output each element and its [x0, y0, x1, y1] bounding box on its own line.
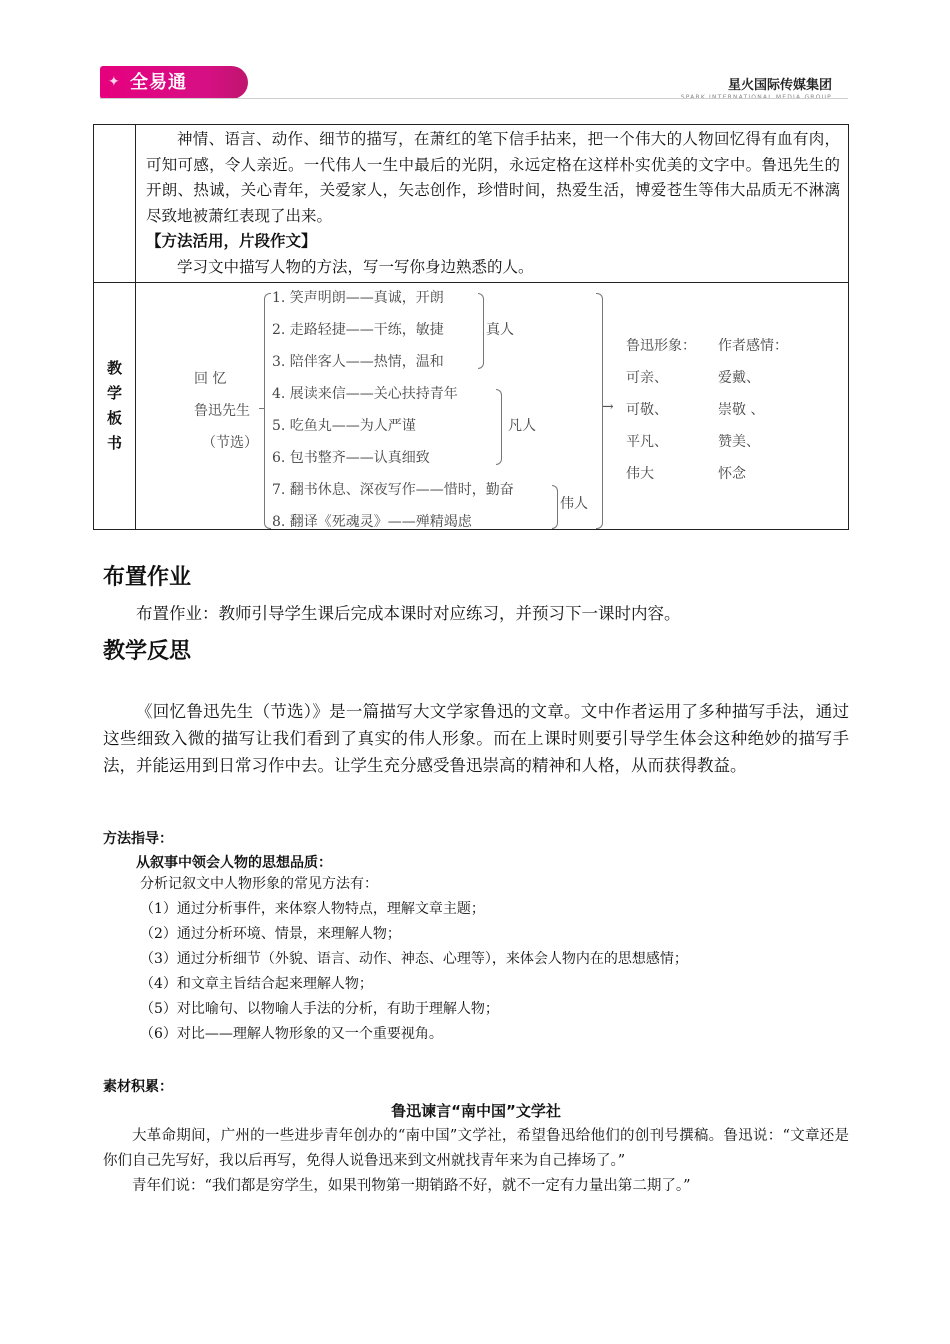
method-text: 学习文中描写人物的方法，写一写你身边熟悉的人。: [177, 257, 534, 276]
method-guide-subheading: 从叙事中领会人物的思想品质：: [136, 855, 332, 871]
board-label-char: 书: [106, 434, 122, 452]
board-cell: [136, 283, 849, 530]
board-item-4: 4. 展读来信——关心扶持青年: [272, 386, 458, 402]
group3-brace: [552, 485, 558, 529]
method-guide-item: （6）对比——理解人物形象的又一个重要视角。: [140, 1026, 443, 1042]
image-item: 平凡、: [626, 434, 668, 450]
group2-brace: [496, 389, 502, 465]
board-item-8: 8. 翻译《死魂灵》——殚精竭虑: [272, 514, 472, 530]
board-item-5: 5. 吃鱼丸——为人严谨: [272, 418, 416, 434]
method-guide-item: （5）对比喻句、以物喻人手法的分析，有助于理解人物；: [140, 1001, 499, 1017]
method-heading: 【方法活用，片段作文】: [146, 232, 317, 250]
method-guide-item: （1）通过分析事件，来体察人物特点，理解文章主题；: [140, 901, 485, 917]
left-brace: [264, 293, 271, 529]
group1-label: 真人: [486, 322, 514, 338]
group2-label: 凡人: [508, 418, 536, 434]
group3-label: 伟人: [560, 496, 588, 512]
board-label-char: 教: [106, 359, 122, 377]
method-guide-item: （3）通过分析细节（外貌、语言、动作、神态、心理等），来体会人物内在的思想感情；: [140, 951, 688, 967]
image-item: 可亲、: [626, 370, 668, 386]
board-item-1: 1. 笑声明朗——真诚，开朗: [272, 290, 444, 306]
image-header: 鲁迅形象：: [626, 338, 696, 354]
feeling-header: 作者感情：: [718, 338, 788, 354]
material-title: 鲁迅谏言“南中国”文学社: [391, 1102, 561, 1120]
method-guide-item: （4）和文章主旨结合起来理解人物；: [140, 976, 373, 992]
brand-name: 星火国际传媒集团: [727, 78, 832, 93]
header-divider: [100, 98, 848, 99]
board-row: [94, 283, 849, 530]
logo-text: 全易通: [130, 72, 187, 93]
reflection-heading: 教学反思: [103, 639, 192, 664]
board-title-line3: （节选）: [202, 435, 258, 451]
material-paragraph-2: 青年们说：“我们都是穷学生，如果刊物第一期销路不好，就不一定有力量出第二期了。”: [132, 1178, 691, 1194]
board-label-cell: [94, 283, 136, 530]
homework-text: 布置作业：教师引导学生课后完成本课时对应练习，并预习下一课时内容。: [136, 604, 681, 623]
image-item: 伟大: [626, 466, 654, 482]
method-guide-item: （2）通过分析环境、情景，来理解人物；: [140, 926, 401, 942]
method-guide-intro: 分析记叙文中人物形象的常见方法有：: [140, 876, 378, 892]
brand-logo: [100, 66, 248, 99]
board-item-7: 7. 翻书休息、深夜写作——惜时，勤奋: [272, 482, 514, 498]
lesson-table: [93, 124, 849, 530]
arrow-icon: →: [602, 399, 614, 415]
empty-label-cell: [94, 125, 136, 283]
continuation-cell: [136, 125, 849, 283]
board-title-line2: 鲁迅先生: [194, 403, 250, 419]
board-label: [105, 356, 125, 456]
board-label-char: 板: [106, 409, 122, 427]
publisher-brand: [681, 74, 832, 101]
material-heading: 素材积累：: [103, 1079, 173, 1095]
board-item-2: 2. 走路轻捷——干练，敏捷: [272, 322, 444, 338]
board-label-char: 学: [106, 384, 122, 402]
continuation-row: [94, 125, 849, 283]
image-item: 可敬、: [626, 402, 668, 418]
material-paragraph-1: 大革命期间，广州的一些进步青年创办的“南中国”文学社，希望鲁迅给他们的创刊号撰稿。鲁迅说：“文章还是你们自己先写好，我以后再写，免得人说鲁迅来到文州就找青年来为自己捧场了。”: [103, 1128, 849, 1169]
homework-heading: 布置作业: [103, 565, 192, 590]
continuation-paragraph: 神情、语言、动作、细节的描写，在萧红的笔下信手拈来，把一个伟大的人物回忆得有血有肉，可知可感，令人亲近。一代伟人一生中最后的光阴，永远定格在这样朴实优美的文字中。鲁迅先生的开朗、热诚，关心青年，关爱家人，矢志创作，珍惜时间，热爱生活，博爱苍生等伟大品质无不淋漓尽致地被萧红表现了出来。: [146, 130, 840, 225]
board-item-3: 3. 陪伴客人——热情，温和: [272, 354, 444, 370]
feeling-item: 爱戴、: [718, 370, 760, 386]
reflection-text: 《回忆鲁迅先生（节选）》是一篇描写大文学家鲁迅的文章。文中作者运用了多种描写手法，通过这些细致入微的描写让我们看到了真实的伟人形象。而在上课时则要引导学生体会这种绝妙的描写手法，并能运用到日常习作中去。让学生充分感受鲁迅崇高的精神和人格，从而获得教益。: [103, 702, 849, 775]
left-brace-tip: [259, 408, 264, 409]
feeling-item: 怀念: [718, 466, 746, 482]
group1-brace: [478, 293, 484, 369]
board-item-6: 6. 包书整齐——认真细致: [272, 450, 430, 466]
board-title-line1: 回 忆: [194, 371, 227, 387]
feeling-item: 赞美、: [718, 434, 760, 450]
sparkle-icon: ✦: [108, 74, 121, 90]
method-guide-heading: 方法指导：: [103, 831, 173, 847]
blackboard-diagram: [136, 283, 848, 529]
feeling-item: 崇敬 、: [718, 402, 765, 418]
